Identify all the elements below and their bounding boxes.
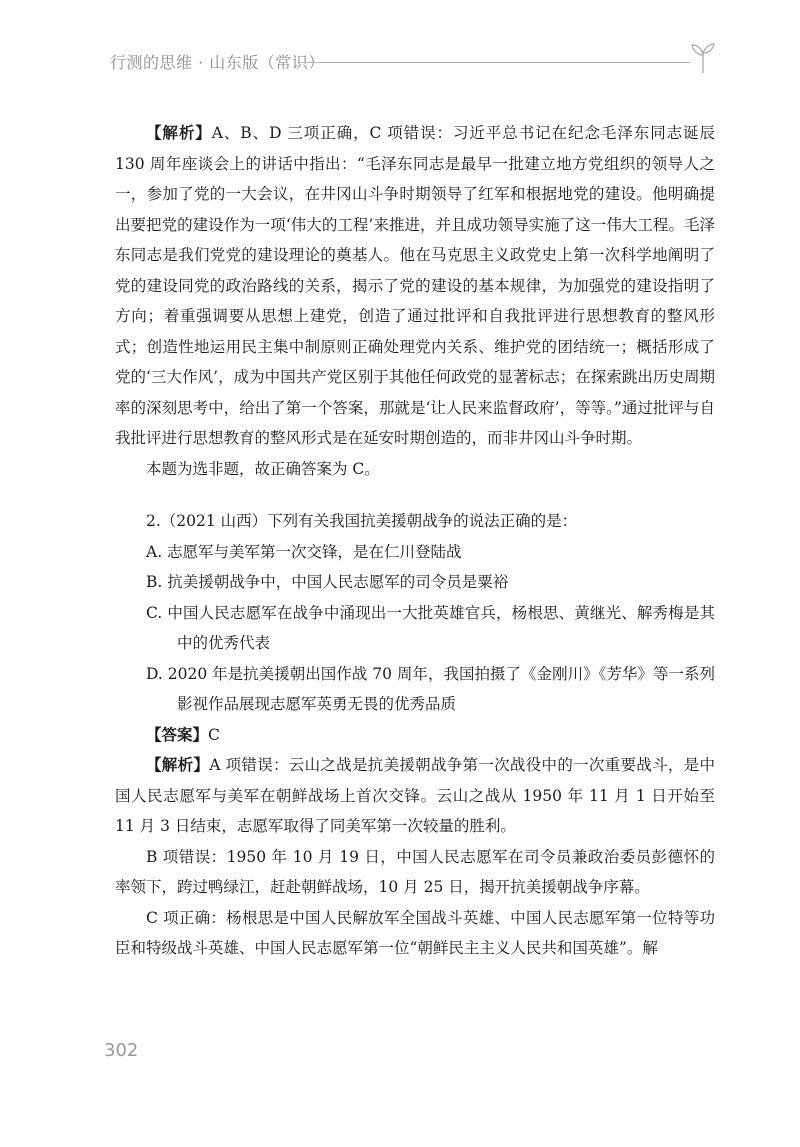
question-stem: 2.（2021 山西）下列有关我国抗美援朝战争的说法正确的是： (146, 512, 578, 530)
analysis-tag: 【解析】 (146, 123, 212, 142)
option-c: C. 中国人民志愿军在战争中涌现出一大批英雄官兵，杨根思、黄继光、解秀梅是其中的优秀代表 (146, 603, 715, 652)
running-header-title: 行测的思维 · 山东版（常识） (110, 53, 325, 72)
analysis-paragraph-c: C 项正确：杨根思是中国人民解放军全国战斗英雄、中国人民志愿军第一位特等功臣和特级战斗英雄、中国人民志愿军第一位“朝鲜民主主义人民共和国英雄”。解 (115, 908, 715, 957)
analysis-tag-q2: 【解析】 (146, 755, 210, 774)
analysis-paragraph-b: B 项错误：1950 年 10 月 19 日，中国人民志愿军在司令员兼政治委员彭德怀的率领下，跨过鸭绿江，赶赴朝鲜战场，10 月 25 日，揭开抗美援朝战争序幕。 (115, 847, 715, 896)
analysis-a-text: A 项错误：云山之战是抗美援朝战争第一次战役中的一次重要战斗，是中国人民志愿军与美军在朝鲜战场上首次交锋。云山之战从 1950 年 11 月 1 日开始至 11 月 3 日结束，志愿军取得了同美军第一次较量的胜利。 (115, 756, 715, 835)
answer-line (115, 720, 715, 751)
header-rule (300, 62, 690, 63)
sprout-icon (690, 40, 716, 74)
options-list (115, 537, 715, 720)
analysis-paragraph-q1 (115, 118, 715, 454)
option-a: A. 志愿军与美军第一次交锋，是在仁川登陆战 (146, 542, 462, 561)
answer-value: C (208, 725, 220, 744)
page-number: 302 (104, 1040, 139, 1061)
option-b: B. 抗美援朝战争中，中国人民志愿军的司令员是粟裕 (146, 573, 509, 591)
conclusion-text: 本题为选非题，故正确答案为 C。 (146, 459, 380, 478)
analysis-text: A、B、D 三项正确，C 项错误：习近平总书记在纪念毛泽东同志诞辰 130 周年座谈会上的讲话中指出：“毛泽东同志是最早一批建立地方党组织的领导人之一，参加了党的一大会议，在井冈山斗争时期领导了红军和根据地党的建设。他明确提出要把党的建设作为一项‘伟大的工程’来推进，并且成功领导实施了这一伟大工程。毛泽东同志是我们党党的建设理论的奠基人。他在马克思主义政党史上第一次科学地阐明了党的建设同党的政治路线的关系，揭示了党的建设的基本规律，为加强党的建设指明了方向；着重强调要从思想上建党，创造了通过批评和自我批评进行思想教育的整风形式；创造性地运用民主集中制原则正确处理党内关系、维护党的团结统一；概括形成了党的‘三大作风’，成为中国共产党区别于其他任何政党的显著标志；在探索跳出历史周期率的深刻思考中，给出了第一个答案，那就是‘让人民来监督政府’，等等。”通过批评与自我批评进行思想教育的整风形式是在延安时期创造的，而非井冈山斗争时期。 (115, 124, 715, 447)
page-body (115, 118, 715, 964)
analysis-paragraph-a (115, 750, 715, 842)
running-header (0, 40, 800, 80)
answer-tag: 【答案】 (146, 724, 209, 744)
option-d: D. 2020 年是抗美援朝出国作战 70 周年，我国拍摄了《金刚川》《芳华》等一系列影视作品展现志愿军英勇无畏的优秀品质 (146, 664, 715, 713)
